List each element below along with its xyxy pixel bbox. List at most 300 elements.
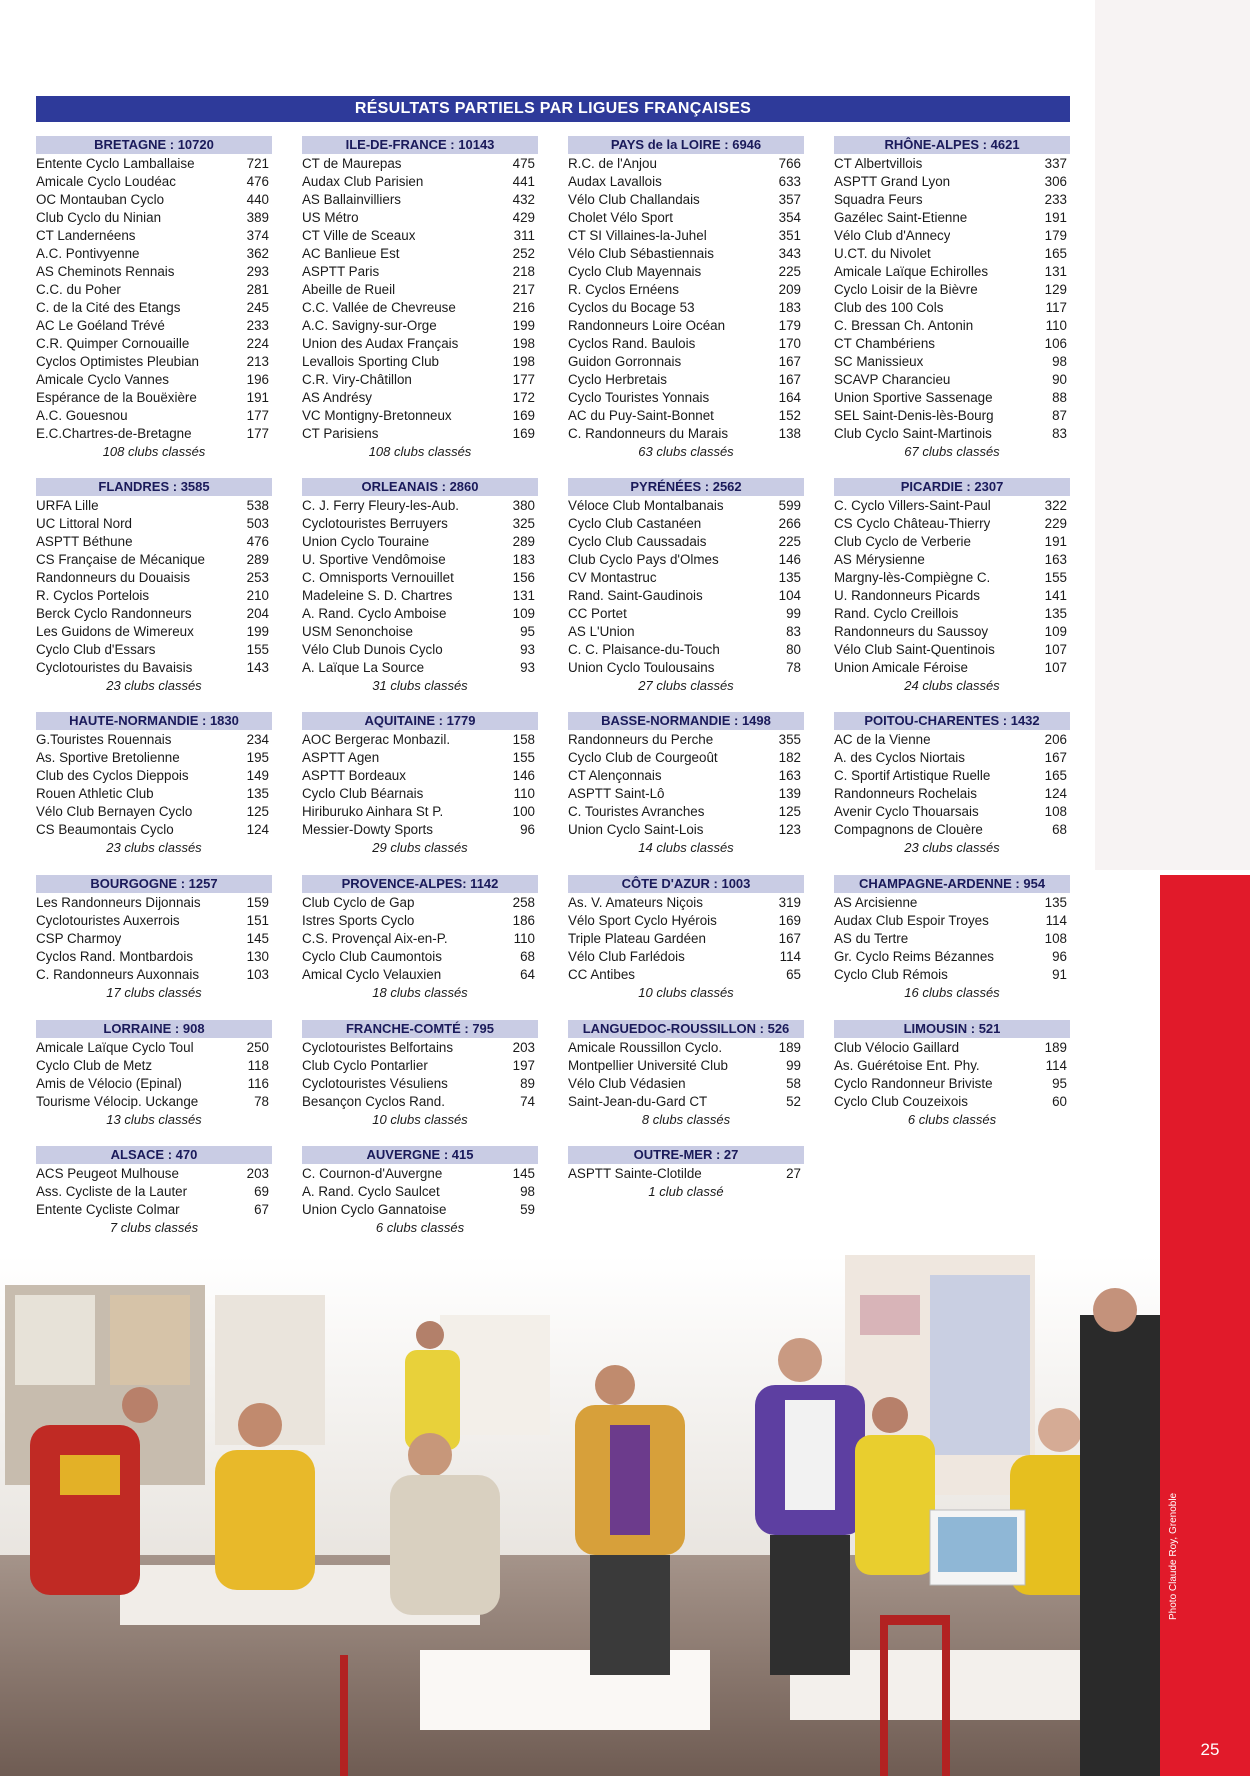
club-row	[36, 912, 272, 930]
club-row	[302, 263, 538, 281]
club-name: C.C. du Poher	[36, 282, 121, 297]
club-name: Istres Sports Cyclo	[302, 913, 415, 928]
club-name: Union Cyclo Saint-Lois	[568, 822, 704, 837]
club-score: 116	[247, 1076, 269, 1091]
club-score: 114	[1045, 1058, 1067, 1073]
club-row	[302, 155, 538, 173]
club-name: ACS Peugeot Mulhouse	[36, 1166, 179, 1181]
club-name: C. C. Plaisance-du-Touch	[568, 642, 720, 657]
club-score: 206	[1044, 732, 1067, 747]
club-row	[36, 1057, 272, 1075]
club-row	[568, 425, 804, 443]
club-row	[568, 803, 804, 821]
club-row	[36, 605, 272, 623]
club-row	[302, 731, 538, 749]
club-score: 224	[246, 336, 269, 351]
league-block	[568, 478, 804, 695]
club-name: CT SI Villaines-la-Juhel	[568, 228, 707, 243]
club-score: 78	[786, 660, 801, 675]
club-score: 152	[778, 408, 801, 423]
club-name: CC Antibes	[568, 967, 635, 982]
club-row	[834, 515, 1070, 533]
club-name: AC de la Vienne	[834, 732, 931, 747]
club-row	[302, 912, 538, 930]
club-score: 107	[1044, 660, 1067, 675]
club-name: Cyclos Rand. Baulois	[568, 336, 696, 351]
club-score: 203	[246, 1166, 269, 1181]
club-name: Rand. Cyclo Creillois	[834, 606, 959, 621]
club-score: 103	[246, 967, 269, 982]
club-name: Club Cyclo Saint-Martinois	[834, 426, 992, 441]
club-name: CS Française de Mécanique	[36, 552, 205, 567]
club-row	[568, 1075, 804, 1093]
club-row	[36, 1093, 272, 1111]
club-row	[568, 785, 804, 803]
club-name: R. Cyclos Portelois	[36, 588, 150, 603]
club-row	[834, 533, 1070, 551]
club-score: 83	[786, 624, 801, 639]
club-score: 159	[246, 895, 269, 910]
league-block	[568, 875, 804, 1002]
club-row	[302, 767, 538, 785]
club-name: C.R. Viry-Châtillon	[302, 372, 412, 387]
club-name: C.R. Quimper Cornouaille	[36, 336, 190, 351]
club-score: 233	[246, 318, 269, 333]
club-score: 163	[1044, 552, 1067, 567]
club-score: 110	[513, 931, 535, 946]
club-name: CS Cyclo Château-Thierry	[834, 516, 991, 531]
club-row	[302, 948, 538, 966]
club-name: CSP Charmoy	[36, 931, 122, 946]
league-block	[834, 478, 1070, 695]
club-name: Entente Cycliste Colmar	[36, 1202, 180, 1217]
club-row	[36, 173, 272, 191]
club-score: 191	[246, 390, 269, 405]
club-row	[302, 785, 538, 803]
club-score: 253	[246, 570, 269, 585]
club-row	[36, 371, 272, 389]
club-row	[302, 821, 538, 839]
league-header: ILE-DE-FRANCE : 10143	[302, 136, 538, 154]
club-name: C.C. Vallée de Chevreuse	[302, 300, 456, 315]
league-footer: 13 clubs classés	[106, 1112, 202, 1127]
photo-credit: Photo Claude Roy, Grenoble	[1168, 1492, 1179, 1620]
club-score: 289	[246, 552, 269, 567]
club-row	[568, 173, 804, 191]
club-score: 441	[512, 174, 535, 189]
club-name: Cyclo Club Rémois	[834, 967, 948, 982]
club-name: C. J. Ferry Fleury-les-Aub.	[302, 498, 459, 513]
club-score: 177	[512, 372, 535, 387]
league-footer: 14 clubs classés	[638, 840, 734, 855]
club-score: 99	[786, 1058, 801, 1073]
club-row	[36, 281, 272, 299]
club-row	[302, 1093, 538, 1111]
club-name: CT Alençonnais	[568, 768, 662, 783]
league-block	[568, 712, 804, 857]
league-footer: 8 clubs classés	[641, 1112, 731, 1127]
club-score: 151	[246, 913, 269, 928]
club-name: Cyclo Club Couzeixois	[834, 1094, 968, 1109]
club-name: AS L'Union	[568, 624, 635, 639]
club-score: 110	[1045, 318, 1067, 333]
club-score: 89	[520, 1076, 535, 1091]
club-row	[834, 821, 1070, 839]
club-score: 163	[778, 768, 801, 783]
club-row	[568, 1057, 804, 1075]
club-score: 145	[512, 1166, 535, 1181]
club-score: 129	[1044, 282, 1067, 297]
club-score: 343	[778, 246, 801, 261]
club-row	[36, 749, 272, 767]
club-row	[834, 948, 1070, 966]
club-name: Club Cyclo Pontarlier	[302, 1058, 428, 1073]
club-name: As. Sportive Bretolienne	[36, 750, 180, 765]
club-score: 218	[512, 264, 535, 279]
club-name: Gr. Cyclo Reims Bézannes	[834, 949, 995, 964]
club-score: 108	[1044, 931, 1067, 946]
club-row	[302, 281, 538, 299]
club-name: ASPTT Agen	[302, 750, 380, 765]
club-name: Entente Cyclo Lamballaise	[36, 156, 195, 171]
club-score: 165	[1044, 246, 1067, 261]
club-score: 52	[786, 1094, 801, 1109]
club-name: Club Cyclo du Ninian	[36, 210, 162, 225]
club-name: Véloce Club Montalbanais	[568, 498, 724, 513]
league-header: BASSE-NORMANDIE : 1498	[568, 712, 804, 730]
club-score: 319	[778, 895, 801, 910]
club-score: 599	[778, 498, 801, 513]
league-header: LIMOUSIN : 521	[834, 1020, 1070, 1038]
league-block	[36, 1020, 272, 1129]
club-name: Cyclos Rand. Montbardois	[36, 949, 194, 964]
club-name: Cyclo Club Béarnais	[302, 786, 424, 801]
club-row	[834, 605, 1070, 623]
club-row	[834, 407, 1070, 425]
league-header: BRETAGNE : 10720	[36, 136, 272, 154]
club-row	[568, 1165, 804, 1183]
club-name: Levallois Sporting Club	[302, 354, 439, 369]
club-score: 633	[778, 174, 801, 189]
club-row	[302, 533, 538, 551]
club-row	[834, 785, 1070, 803]
club-name: CT Landernéens	[36, 228, 136, 243]
league-footer: 17 clubs classés	[106, 985, 202, 1000]
club-row	[36, 263, 272, 281]
club-score: 721	[246, 156, 269, 171]
club-name: Berck Cyclo Randonneurs	[36, 606, 192, 621]
club-name: Vélo Club d'Annecy	[834, 228, 951, 243]
club-row	[302, 894, 538, 912]
club-row	[568, 641, 804, 659]
club-row	[36, 1165, 272, 1183]
club-name: ASPTT Bordeaux	[302, 768, 406, 783]
club-name: Audax Club Espoir Troyes	[834, 913, 989, 928]
club-score: 60	[1052, 1094, 1067, 1109]
club-name: Tourisme Vélocip. Uckange	[36, 1094, 199, 1109]
league-block	[302, 1020, 538, 1129]
club-row	[568, 335, 804, 353]
club-name: Cyclos du Bocage 53	[568, 300, 695, 315]
club-score: 109	[1044, 624, 1067, 639]
club-row	[302, 623, 538, 641]
club-row	[36, 821, 272, 839]
club-row	[302, 371, 538, 389]
club-row	[834, 1057, 1070, 1075]
club-name: AS Cheminots Rennais	[36, 264, 175, 279]
club-score: 225	[778, 264, 801, 279]
club-name: Vélo Sport Cyclo Hyérois	[568, 913, 717, 928]
club-row	[568, 371, 804, 389]
club-score: 476	[246, 174, 269, 189]
club-row	[834, 731, 1070, 749]
club-name: Club Vélocio Gaillard	[834, 1040, 960, 1055]
club-score: 131	[512, 588, 535, 603]
club-score: 172	[512, 390, 535, 405]
club-name: Randonneurs du Perche	[568, 732, 714, 747]
club-row	[568, 767, 804, 785]
club-name: CV Montastruc	[568, 570, 657, 585]
club-score: 250	[246, 1040, 269, 1055]
club-name: URFA Lille	[36, 498, 99, 513]
club-row	[568, 966, 804, 984]
club-name: AC Le Goéland Trévé	[36, 318, 165, 333]
club-name: UC Littoral Nord	[36, 516, 132, 531]
club-row	[302, 497, 538, 515]
club-score: 357	[778, 192, 801, 207]
club-score: 210	[246, 588, 269, 603]
club-row	[302, 1165, 538, 1183]
league-header: CÔTE D'AZUR : 1003	[568, 875, 804, 893]
club-row	[302, 245, 538, 263]
league-block	[36, 478, 272, 695]
club-row	[568, 497, 804, 515]
club-name: ASPTT Grand Lyon	[834, 174, 951, 189]
league-results-grid	[36, 136, 1076, 1235]
club-score: 191	[1044, 210, 1067, 225]
club-row	[36, 587, 272, 605]
league-block	[36, 136, 272, 461]
league-footer: 29 clubs classés	[372, 840, 468, 855]
club-row	[568, 263, 804, 281]
club-row	[36, 731, 272, 749]
club-score: 95	[520, 624, 535, 639]
club-name: A. Rand. Cyclo Amboise	[302, 606, 447, 621]
club-name: CC Portet	[568, 606, 627, 621]
club-row	[302, 1039, 538, 1057]
club-name: C. Randonneurs Auxonnais	[36, 967, 200, 982]
league-header: PAYS de la LOIRE : 6946	[568, 136, 804, 154]
club-score: 209	[778, 282, 801, 297]
club-row	[302, 173, 538, 191]
club-name: SCAVP Charancieu	[834, 372, 951, 387]
club-score: 110	[513, 786, 535, 801]
club-name: AC du Puy-Saint-Bonnet	[568, 408, 714, 423]
club-row	[302, 1201, 538, 1219]
club-name: Union Cyclo Toulousains	[568, 660, 715, 675]
club-name: Amicale Cyclo Loudéac	[36, 174, 176, 189]
club-row	[302, 930, 538, 948]
club-score: 432	[512, 192, 535, 207]
club-row	[302, 407, 538, 425]
club-name: Besançon Cyclos Rand.	[302, 1094, 445, 1109]
club-row	[302, 587, 538, 605]
club-row	[834, 1075, 1070, 1093]
club-score: 125	[246, 804, 269, 819]
club-score: 177	[246, 408, 269, 423]
league-header: HAUTE-NORMANDIE : 1830	[36, 712, 272, 730]
club-name: A. des Cyclos Niortais	[834, 750, 965, 765]
club-row	[834, 803, 1070, 821]
club-name: Cyclo Club d'Essars	[36, 642, 156, 657]
club-name: Vélo Club Saint-Quentinois	[834, 642, 995, 657]
club-name: ASPTT Sainte-Clotilde	[568, 1166, 702, 1181]
club-score: 197	[512, 1058, 535, 1073]
club-row	[36, 227, 272, 245]
club-row	[302, 605, 538, 623]
club-name: Amicale Laïque Echirolles	[834, 264, 989, 279]
club-name: Cyclo Loisir de la Bièvre	[834, 282, 978, 297]
club-score: 293	[246, 264, 269, 279]
league-header: PROVENCE-ALPES: 1142	[302, 875, 538, 893]
club-name: Cyclo Club Caumontois	[302, 949, 442, 964]
club-row	[36, 1183, 272, 1201]
club-score: 145	[246, 931, 269, 946]
league-footer: 24 clubs classés	[904, 678, 1000, 693]
league-block	[302, 1146, 538, 1237]
club-row	[834, 551, 1070, 569]
club-row	[302, 1057, 538, 1075]
club-name: C. Sportif Artistique Ruelle	[834, 768, 991, 783]
club-name: Amicale Cyclo Vannes	[36, 372, 169, 387]
club-score: 114	[1045, 913, 1067, 928]
club-row	[834, 173, 1070, 191]
club-row	[568, 317, 804, 335]
club-row	[36, 1201, 272, 1219]
club-score: 95	[1052, 1076, 1067, 1091]
club-score: 167	[778, 354, 801, 369]
club-name: Cyclotouristes du Bavaisis	[36, 660, 193, 675]
club-name: Cyclo Club Castanéen	[568, 516, 702, 531]
club-score: 155	[246, 642, 269, 657]
club-score: 27	[786, 1166, 801, 1181]
club-score: 135	[1044, 606, 1067, 621]
club-score: 233	[1044, 192, 1067, 207]
league-header: PYRÉNÉES : 2562	[568, 478, 804, 496]
club-row	[568, 155, 804, 173]
club-row	[302, 659, 538, 677]
club-score: 107	[1044, 642, 1067, 657]
club-name: Margny-lès-Compiègne C.	[834, 570, 991, 585]
club-score: 98	[520, 1184, 535, 1199]
club-score: 186	[512, 913, 535, 928]
club-row	[302, 191, 538, 209]
club-row	[36, 335, 272, 353]
club-name: ASPTT Saint-Lô	[568, 786, 665, 801]
club-name: Cyclo Club de Metz	[36, 1058, 153, 1073]
club-score: 440	[246, 192, 269, 207]
club-score: 179	[778, 318, 801, 333]
club-name: U. Randonneurs Picards	[834, 588, 980, 603]
club-row	[302, 335, 538, 353]
club-score: 183	[512, 552, 535, 567]
club-row	[302, 749, 538, 767]
club-row	[834, 353, 1070, 371]
league-block	[834, 875, 1070, 1002]
club-score: 289	[512, 534, 535, 549]
league-block	[834, 1020, 1070, 1129]
club-score: 476	[246, 534, 269, 549]
club-score: 83	[1052, 426, 1067, 441]
club-row	[568, 299, 804, 317]
league-block	[36, 1146, 272, 1237]
club-score: 252	[512, 246, 535, 261]
club-row	[36, 317, 272, 335]
club-score: 68	[520, 949, 535, 964]
league-header: ALSACE : 470	[36, 1146, 272, 1164]
club-row	[302, 551, 538, 569]
club-row	[834, 767, 1070, 785]
club-score: 177	[246, 426, 269, 441]
page-number: 25	[1200, 1740, 1220, 1759]
league-header: PICARDIE : 2307	[834, 478, 1070, 496]
club-score: 138	[778, 426, 801, 441]
club-row	[568, 245, 804, 263]
club-row	[568, 569, 804, 587]
club-name: Club des Cyclos Dieppois	[36, 768, 189, 783]
club-score: 156	[512, 570, 535, 585]
club-name: Randonneurs du Saussoy	[834, 624, 989, 639]
club-row	[834, 497, 1070, 515]
club-score: 266	[778, 516, 801, 531]
club-score: 141	[1044, 588, 1067, 603]
club-name: Cyclotouristes Berruyers	[302, 516, 448, 531]
league-block	[568, 1020, 804, 1129]
club-score: 216	[512, 300, 535, 315]
club-row	[834, 389, 1070, 407]
league-footer: 10 clubs classés	[372, 1112, 468, 1127]
club-score: 374	[246, 228, 269, 243]
club-row	[36, 353, 272, 371]
club-score: 64	[520, 967, 535, 982]
club-row	[834, 299, 1070, 317]
club-score: 130	[246, 949, 269, 964]
league-header: RHÔNE-ALPES : 4621	[834, 136, 1070, 154]
club-row	[36, 155, 272, 173]
club-name: AC Banlieue Est	[302, 246, 400, 261]
club-score: 281	[246, 282, 269, 297]
club-score: 337	[1044, 156, 1067, 171]
club-score: 96	[1052, 949, 1067, 964]
club-row	[568, 191, 804, 209]
club-row	[36, 299, 272, 317]
club-score: 90	[1052, 372, 1067, 387]
club-name: Randonneurs Loire Océan	[568, 318, 726, 333]
club-row	[568, 1039, 804, 1057]
club-name: Vélo Club Bernayen Cyclo	[36, 804, 193, 819]
league-footer: 108 clubs classés	[368, 444, 472, 459]
club-name: Triple Plateau Gardéen	[568, 931, 706, 946]
club-row	[36, 948, 272, 966]
club-name: ASPTT Béthune	[36, 534, 133, 549]
league-footer: 10 clubs classés	[638, 985, 734, 1000]
club-row	[302, 353, 538, 371]
club-score: 351	[778, 228, 801, 243]
club-row	[36, 1075, 272, 1093]
club-score: 355	[778, 732, 801, 747]
league-block	[568, 136, 804, 461]
club-score: 179	[1044, 228, 1067, 243]
